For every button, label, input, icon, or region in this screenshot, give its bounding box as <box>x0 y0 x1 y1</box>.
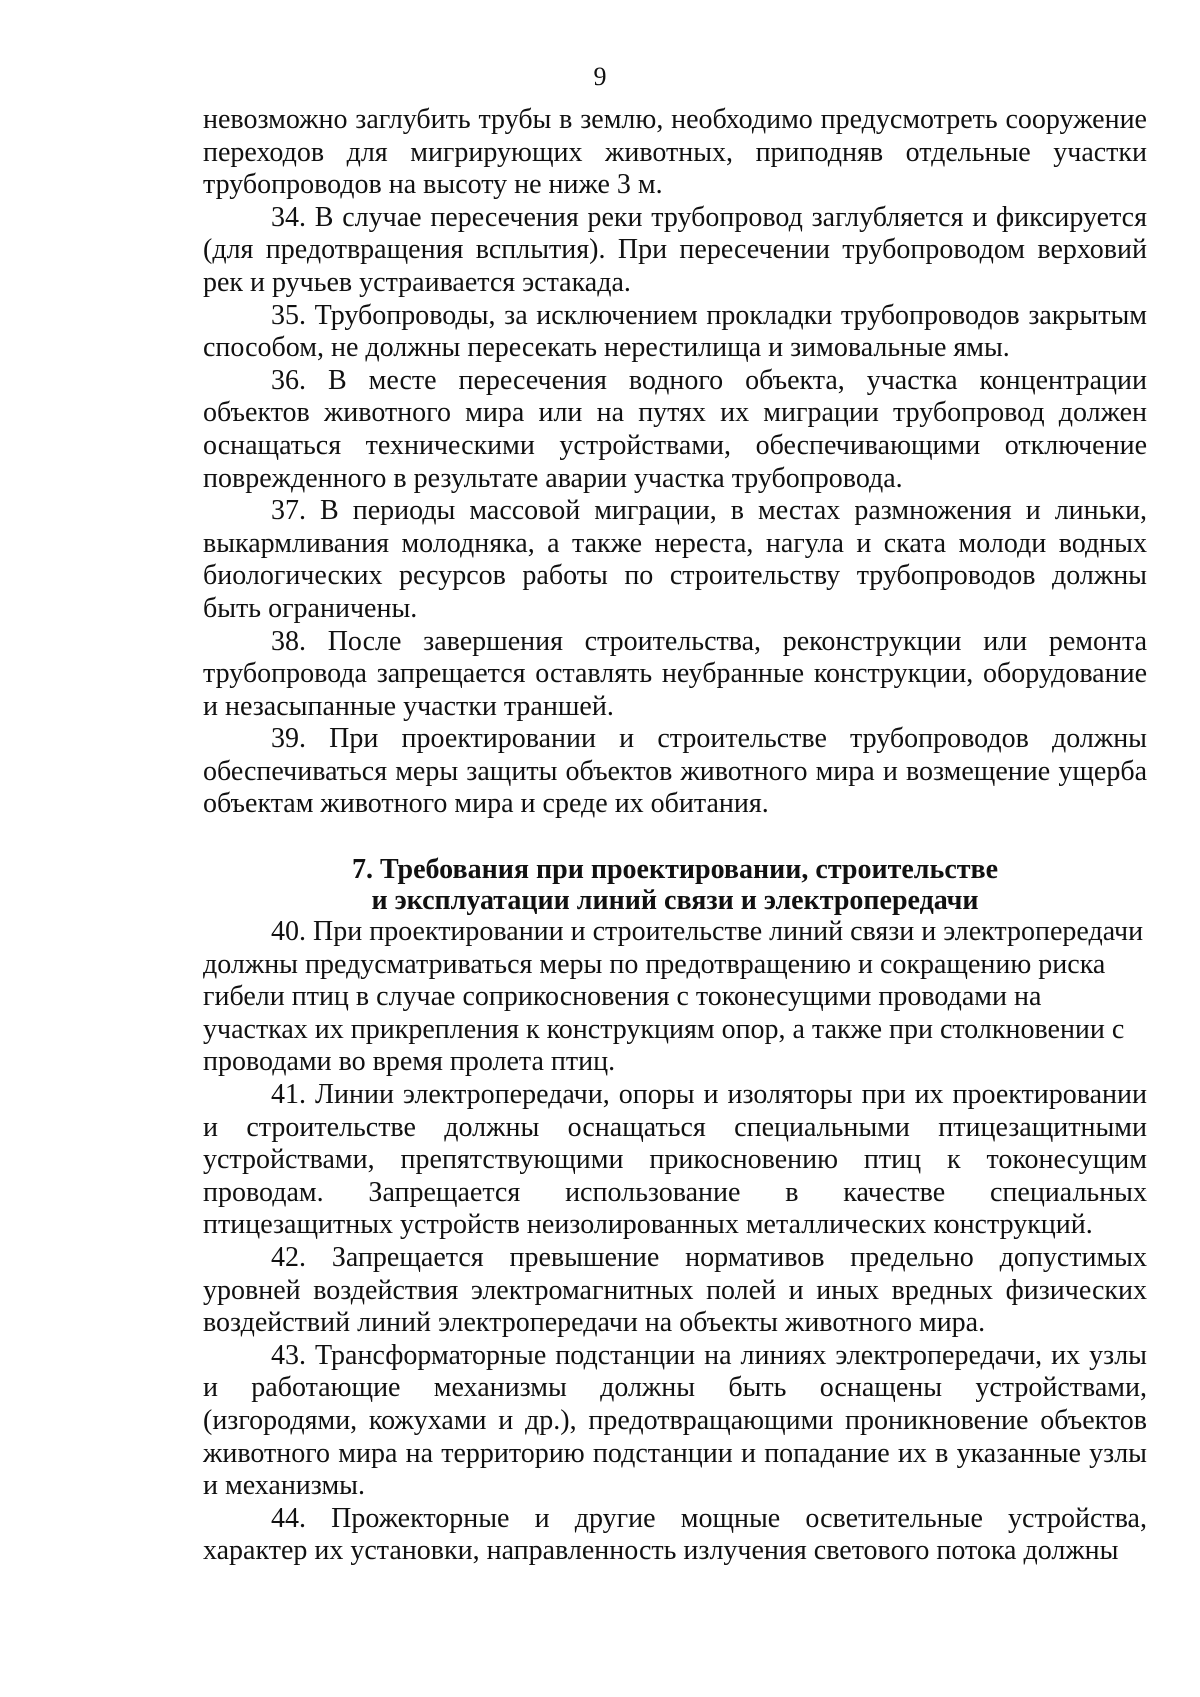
paragraph-34: 34. В случае пересечения реки трубопровод заглубляется и фиксируется (для предотвращения всплытия). При пересечении трубопроводом верховий рек и ручьев устраивается эстакада. <box>203 201 1147 298</box>
section-heading <box>203 854 1147 916</box>
paragraph-42: 42. Запрещается превышение нормативов предельно допустимых уровней воздействия электромагнитных полей и иных вредных физических воздействий линий электропередачи на объекты животного мира. <box>203 1242 1147 1339</box>
paragraph-35: 35. Трубопроводы, за исключением прокладки трубопроводов закрытым способом, не должны пересекать нерестилища и зимовальные ямы. <box>203 299 1147 364</box>
paragraph-38: 38. После завершения строительства, реконструкции или ремонта трубопровода запрещается оставлять неубранные конструкции, оборудование и незасыпанные участки траншей. <box>203 625 1147 722</box>
section-heading-line-1: 7. Требования при проектировании, строительстве <box>351 854 999 886</box>
page-number: 9 <box>593 62 607 91</box>
paragraph-continuation: невозможно заглубить трубы в землю, необходимо предусмотреть сооружение переходов для мигрирующих животных, приподняв отдельные участки трубопроводов на высоту не ниже 3 м. <box>203 104 1147 201</box>
paragraph-43: 43. Трансформаторные подстанции на линиях электропередачи, их узлы и работающие механизмы должны быть оснащены устройствами, (изгородями, кожухами и др.), предотвращающими проникновение объектов животного мира на территорию подстанции и попадание их в указанные узлы и механизмы. <box>203 1339 1147 1502</box>
section-heading-line-2: и эксплуатации линий связи и электропередачи <box>371 885 979 917</box>
paragraph-41: 41. Линии электропередачи, опоры и изоляторы при их проектировании и строительстве должны оснащаться специальными птицезащитными устройствами, препятствующими прикосновению птиц к токонесущим проводам. Запрещается использование в качестве специальных птицезащитных устройств неизолированных металлических конструкций. <box>203 1079 1147 1241</box>
paragraph-36: 36. В месте пересечения водного объекта, участка концентрации объектов животного мира или на путях их миграции трубопровод должен оснащаться техническими устройствами, обеспечивающими отключение поврежденного в результате аварии участка трубопровода. <box>203 364 1147 494</box>
paragraph-37: 37. В периоды массовой миграции, в местах размножения и линьки, выкармливания молодняка, а также нереста, нагула и ската молоди водных биологических ресурсов работы по строительству трубопроводов должны быть ограничены. <box>203 495 1147 624</box>
document-body <box>203 104 1147 1568</box>
paragraph-44: 44. Прожекторные и другие мощные осветительные устройства, характер их установки, направленность излучения светового потока должны <box>203 1502 1147 1567</box>
paragraph-40: 40. При проектировании и строительстве линий связи и электропередачи должны предусматриваться меры по предотвращению и сокращению риска гибели птиц в случае соприкосновения с токонесущими проводами на участках их прикрепления к конструкциям опор, а также при столкновении с проводами во время пролета птиц. <box>203 916 1144 1078</box>
paragraph-39: 39. При проектировании и строительстве трубопроводов должны обеспечиваться меры защиты объектов животного мира и возмещение ущерба объектам животного мира и среде их обитания. <box>203 723 1147 820</box>
